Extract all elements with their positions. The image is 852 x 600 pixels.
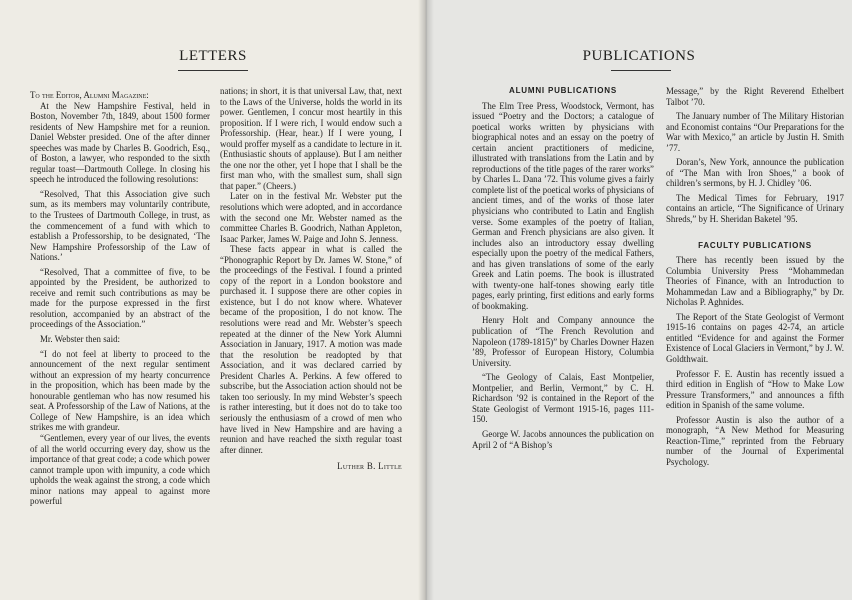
paragraph: Professor Austin is also the author of a monograph, “A New Method for Measuring Reaction-Time,” reprinted from the February number of the Journal of Experimental Psychology.: [666, 414, 844, 467]
publications-column-2: [666, 86, 844, 468]
right-page: [426, 0, 852, 600]
paragraph: The Elm Tree Press, Woodstock, Vermont, has issued “Poetry and the Doctors; a catalogue of poetical works written by physicians with biographical notes and an essay on the poetry of certain ancient practitioners of medicine, illustrated with translations from the Latin and by reproductions of the title pages of the rarer works” by Charles L. Dana ’72. This volume gives a fairly complete list of the poetical works of physicians of ancient times, and of the works of those later physicians who contributed to Latin and English verse. Some examples of the poetry of Italian, German and French physicians are also given. It includes also an introductory essay dwelling especially upon the poetry of the medical Fathers, and has given translations of some of the early Greek and Latin poems. The book is illustrated with twenty-one half-tones showing early title pages, early printing, first editions and early forms of bookmaking.: [472, 100, 654, 311]
paragraph: The January number of The Military Historian and Economist contains “Our Preparations for the War with Mexico,” an article by Justin H. Smith ’77.: [666, 111, 844, 153]
paragraph: “Resolved, That this Association give such sum, as its members may voluntarily contribute, to the Trustees of Dartmouth College, in trust, as the commencement of a fund with which to establish a Professorship, to be designated, ‘The New Hampshire Professorship of the Law of Nations.’: [30, 188, 210, 263]
paragraph: Professor F. E. Austin has recently issued a third edition in English of “How to Make Low Pressure Transformers,” and announces a fifth edition in Spanish of the same volume.: [666, 368, 844, 411]
paragraph: At the New Hampshire Festival, held in Boston, November 7th, 1849, about 1500 former residents of New Hampshire met for a reunion. Daniel Webster presided. One of the after dinner speeches was made by Charles B. Goodrich, Esq., of Boston, a lawyer, who responded to the sixth regular toast—Dartmouth College. In closing his speech he introduced the following resolutions:: [30, 100, 210, 185]
salutation: To the Editor, Alumni Magazine:: [30, 90, 149, 100]
paragraph: The Report of the State Geologist of Vermont 1915-16 contains on pages 42-74, an article entitled “Evidence for and against the Former Existence of Local Glaciers in Vermont,” by J. W. Goldthwait.: [666, 311, 844, 365]
alumni-publications-subheading: ALUMNI PUBLICATIONS: [509, 86, 617, 95]
paragraph: Mr. Webster then said:: [40, 334, 120, 345]
paragraph: “The Geology of Calais, East Montpelier, Montpelier, and Berlin, Vermont,” by C. H. Richardson ’92 is contained in the Report of the State Geologist of Vermont 1915-16, pages 111-150.: [472, 372, 654, 425]
paragraph: These facts appear in what is called the “Phonographic Report by Dr. James W. Stone,” of the proceedings of the Festival. I found a printed copy of the report in a London bookstore and purchased it. I suppose there are other copies in existence, but I do not know where. Whatever became of the proposition, I do not know. The resolutions were read and Mr. Webster’s speech repeated at the dinner of the New York Alumni Association in January, 1917. A motion was made that the resolution be readopted by that Association, and it was declared carried by President Charles A. Perkins. A few offered to subscribe, but the Association action should not be taken too seriously. In my mind Webster’s speech is rather interesting, but it does not do to take too seriously the enthusiasm of a crowd of men who have lived in New Hampshire and are having a reunion and have reached the sixth regular toast after dinner.: [220, 244, 402, 455]
paragraph: George W. Jacobs announces the publication on April 2 of “A Bishop’s: [472, 428, 654, 450]
paragraph: The Medical Times for February, 1917 contains an article, “The Significance of Urinary Shreds,” by H. Sheridan Baketel ’95.: [666, 192, 844, 225]
paragraph: “Gentlemen, every year of our lives, the events of all the world occurring every day, show us the importance of that great code; a code which power cannot trample upon with impunity, a code which upholds the weak against the strong, a code which minor nations may appeal to against more powerful: [30, 432, 210, 507]
faculty-publications-subheading: FACULTY PUBLICATIONS: [698, 240, 812, 250]
letters-heading: LETTERS: [179, 48, 247, 64]
heading-rule: [611, 70, 671, 71]
letters-column-1: [30, 90, 210, 507]
paragraph: Henry Holt and Company announce the publication of “The French Revolution and Napoleon (1789-1815)” by Charles Downer Hazen ’89, Professor of European History, Columbia University.: [472, 315, 654, 368]
publications-heading: PUBLICATIONS: [582, 48, 696, 64]
paragraph: Later on in the festival Mr. Webster put the resolutions which were adopted, and in accordance with the second one Mr. Webster named as the committee Charles B. Goodrich, Nathan Appleton, Isaac Parker, James W. Paige and John S. Jenness.: [220, 191, 402, 244]
paragraph: “Resolved, That a committee of five, to be appointed by the President, be authorized to receive and remit such contributions as may be made for the purpose expressed in the first resolution, accompanied by an abstract of the proceedings of the Association.”: [30, 266, 210, 330]
heading-rule: [178, 70, 248, 71]
publications-column-1: [472, 86, 654, 450]
paragraph: Message,” by the Right Reverend Ethelbert Talbot ’70.: [666, 86, 844, 107]
letters-column-2: [220, 86, 402, 472]
paragraph: “I do not feel at liberty to proceed to the announcement of the next regular sentiment without an expression of my hearty concurrence in the proposition, which has been made by the honourable gentleman who has now resumed his seat. A Professorship of the Law of Nations, at the College of New Hampshire, is an idea which strikes me with grandeur.: [30, 348, 210, 433]
signature: Luther B. Little: [337, 461, 402, 472]
paragraph: There has recently been issued by the Columbia University Press “Mohammedan Theories of Finance, with an Introduction to Mohammedan Law and a Bibliography,” by Dr. Nicholas P. Aghnides.: [666, 255, 844, 308]
paragraph: nations; in short, it is that universal Law, that, next to the Laws of the Universe, holds the world in its power. Gentlemen, I concur most heartily in this proposition. If I were rich, I would endow such a Professorship. (Hear, hear.) If I were young, I would proffer myself as a candidate to lecture in it. (Enthusiastic shouts of applause). But I am neither the one nor the other, yet I hope that I shall be the first man who, with the smallest sum, shall sign that paper.” (Cheers.): [220, 86, 402, 191]
paragraph: Doran’s, New York, announce the publication of “The Man with Iron Shoes,” a book of children’s sermons, by H. J. Chidley ’06.: [666, 157, 844, 189]
